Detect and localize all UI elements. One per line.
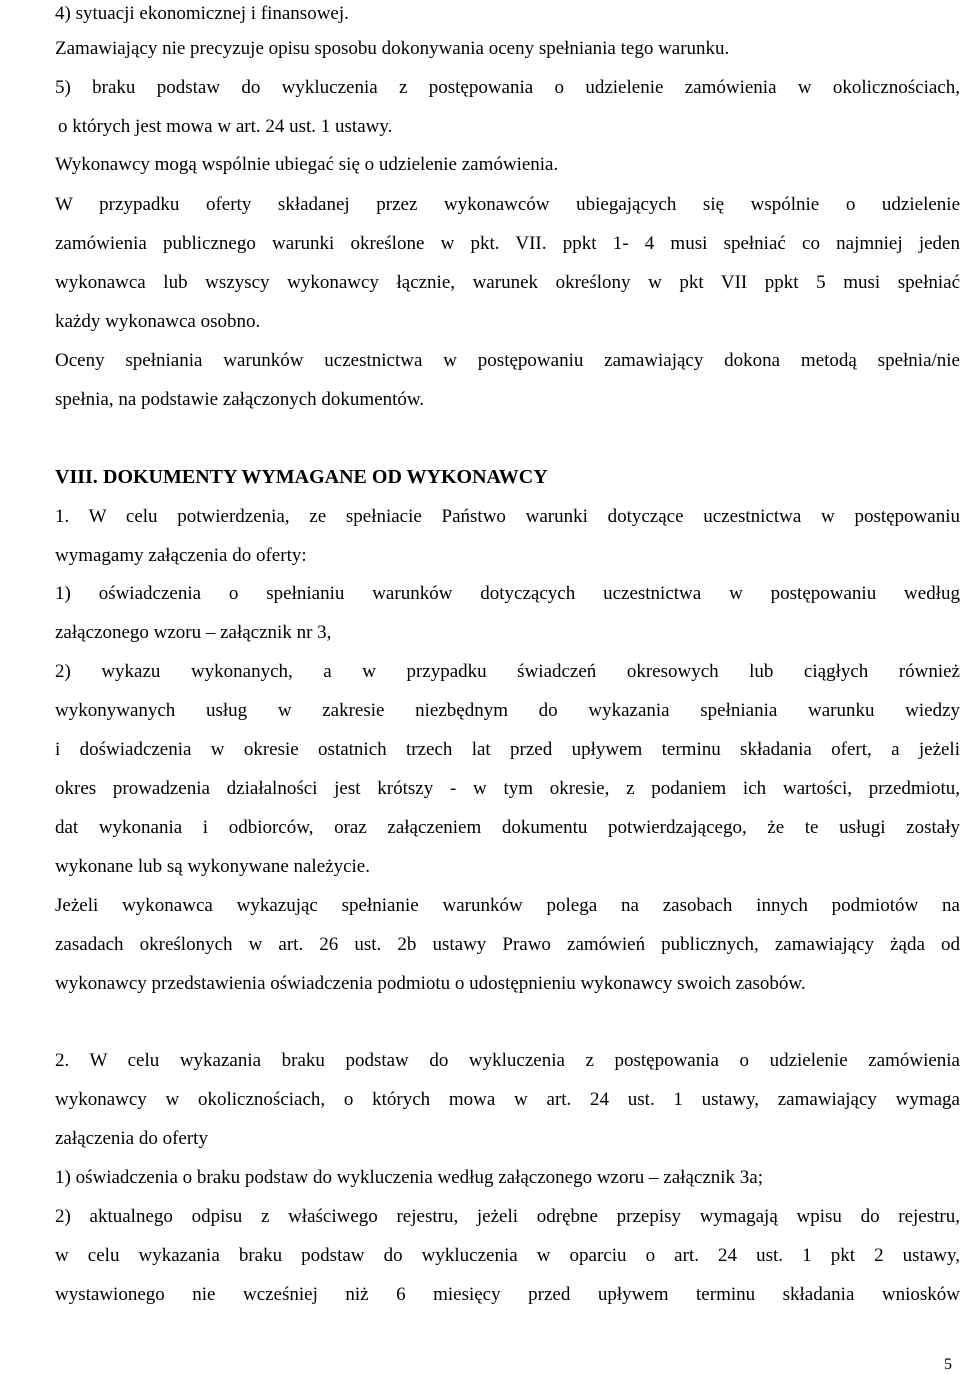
text-line: wykonawca lub wszyscy wykonawcy łącznie, warunek określony w pkt VII ppkt 5 musi spełniać [55,272,960,293]
text-line: Wykonawcy mogą wspólnie ubiegać się o udzielenie zamówienia. [55,154,559,175]
text-line: o których jest mowa w art. 24 ust. 1 ustawy. [58,116,393,137]
text-line: 2. W celu wykazania braku podstaw do wykluczenia z postępowania o udzielenie zamówienia [55,1050,960,1071]
page-number: 5 [944,1356,952,1373]
text-line: wykonawcy przedstawienia oświadczenia podmiotu o udostępnieniu wykonawcy swoich zasobów. [55,973,806,994]
text-line: i doświadczenia w okresie ostatnich trzech lat przed upływem terminu składania ofert, a jeżeli [55,739,960,760]
text-line: okres prowadzenia działalności jest krótszy - w tym okresie, z podaniem ich wartości, przedmiotu, [55,778,960,799]
text-line: wykonawcy w okolicznościach, o których mowa w art. 24 ust. 1 ustawy, zamawiający wymaga [55,1089,960,1110]
section-heading [55,466,960,488]
text-line: 2) aktualnego odpisu z właściwego rejestru, jeżeli odrębne przepisy wymagają wpisu do rejestru, [55,1206,960,1227]
text-line: 2) wykazu wykonanych, a w przypadku świadczeń okresowych lub ciągłych również [55,661,960,682]
text-line: wystawionego nie wcześniej niż 6 miesięcy przed upływem terminu składania wniosków [55,1284,960,1305]
text-line: spełnia, na podstawie załączonych dokumentów. [55,389,425,410]
text-line: załączonego wzoru – załącznik nr 3, [55,622,332,643]
text-line: dat wykonania i odbiorców, oraz załączeniem dokumentu potwierdzającego, że te usługi zostały [55,817,960,838]
text-line: 5) braku podstaw do wykluczenia z postępowania o udzielenie zamówienia w okolicznościach, [55,77,960,98]
text-line: W przypadku oferty składanej przez wykonawców ubiegających się wspólnie o udzielenie [55,194,960,215]
text-line: w celu wykazania braku podstaw do wykluczenia w oparciu o art. 24 ust. 1 pkt 2 ustawy, [55,1245,960,1266]
text-line: zasadach określonych w art. 26 ust. 2b ustawy Prawo zamówień publicznych, zamawiający żąda od [55,934,960,955]
text-line: 1) oświadczenia o spełnianiu warunków dotyczących uczestnictwa w postępowaniu według [55,583,960,604]
text-line: każdy wykonawca osobno. [55,311,261,332]
text-line: 4) sytuacji ekonomicznej i finansowej. [55,3,349,24]
text-line: wykonane lub są wykonywane należycie. [55,856,370,877]
text-line: 1. W celu potwierdzenia, ze spełniacie Państwo warunki dotyczące uczestnictwa w postępowaniu [55,506,960,527]
text-line: wykonywanych usług w zakresie niezbędnym do wykazania spełniania warunku wiedzy [55,700,960,721]
text-line: zamówienia publicznego warunki określone w pkt. VII. ppkt 1- 4 musi spełniać co najmniej jeden [55,233,960,254]
text-line: Jeżeli wykonawca wykazując spełnianie warunków polega na zasobach innych podmiotów na [55,895,960,916]
text-line: 1) oświadczenia o braku podstaw do wykluczenia według załączonego wzoru – załącznik 3a; [55,1167,763,1188]
text-line: Oceny spełniania warunków uczestnictwa w postępowaniu zamawiający dokona metodą spełnia/nie [55,350,960,371]
text-line: wymagamy załączenia do oferty: [55,545,307,566]
text-line: załączenia do oferty [55,1128,208,1149]
section-title: DOKUMENTY WYMAGANE OD WYKONAWCY [103,466,548,488]
text-line: Zamawiający nie precyzuje opisu sposobu dokonywania oceny spełniania tego warunku. [55,38,730,59]
section-number: VIII. [55,466,98,488]
